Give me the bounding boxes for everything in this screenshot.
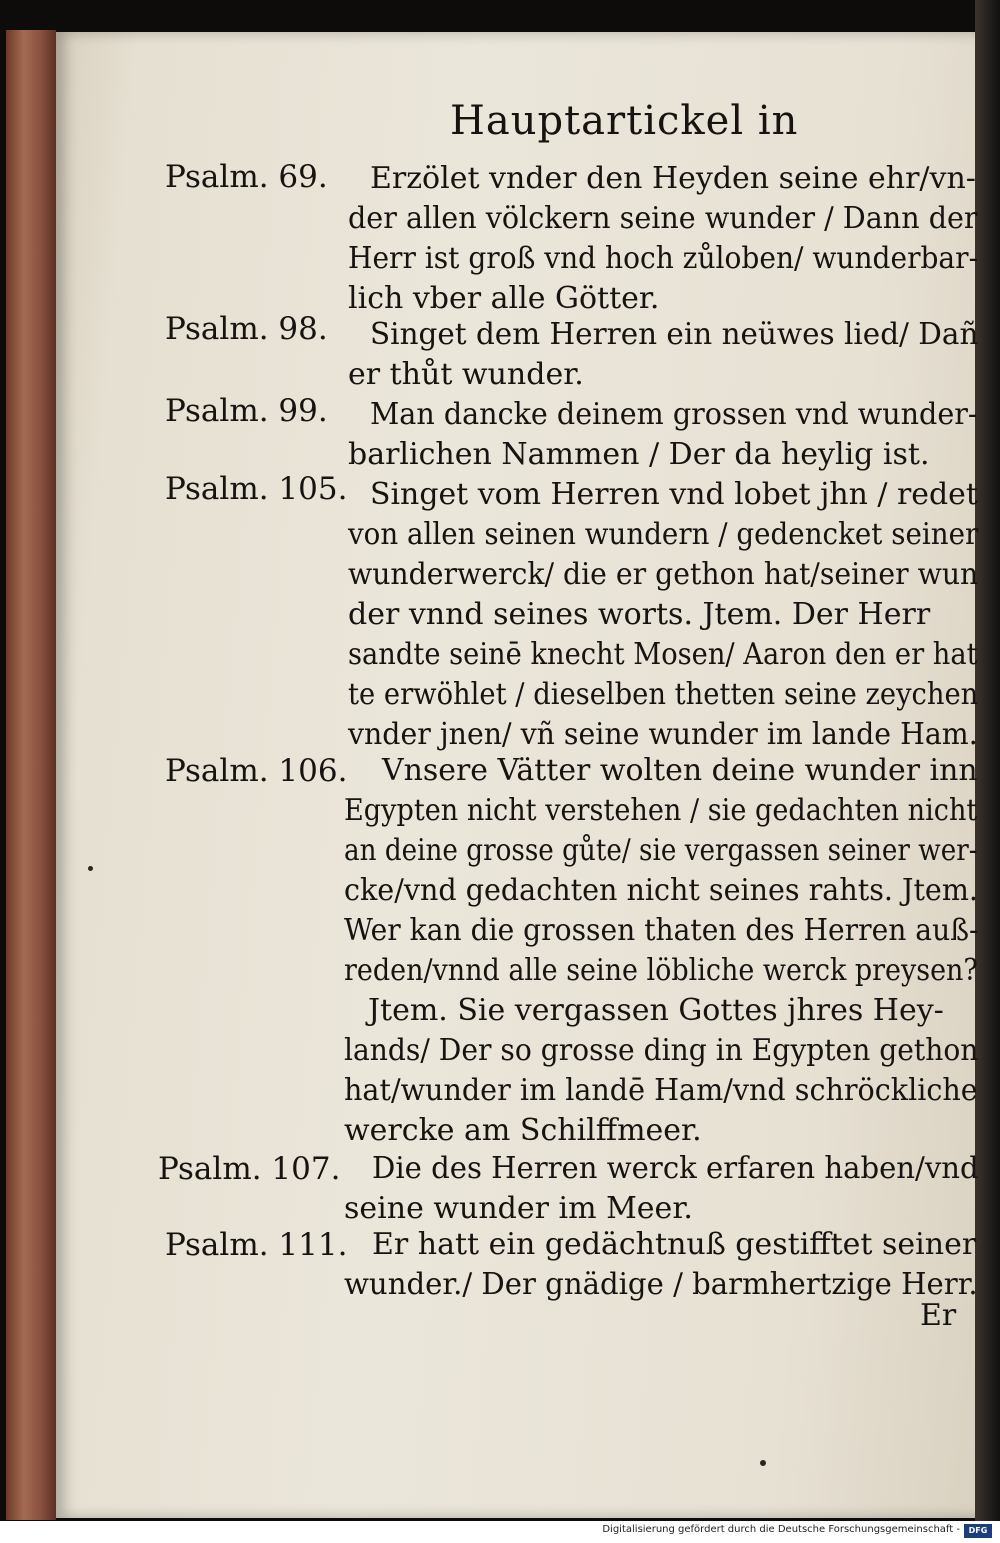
text-line: Erzölet vnder den Heyden seine ehr/vn- <box>370 161 976 196</box>
text-line: von allen seinen wundern / gedencket seiner <box>348 517 979 552</box>
text-line: cke/vnd gedachten nicht seines rahts. Jtem. <box>344 873 979 908</box>
psalm-reference: Psalm. 98. <box>165 311 328 347</box>
text-line: er thůt wunder. <box>348 357 584 392</box>
text-line: reden/vnnd alle seine löbliche werck preysen? <box>344 953 978 988</box>
text-line: Singet dem Herren ein neüwes lied/ Dañ <box>370 317 979 352</box>
text-line: lich vber alle Götter. <box>348 281 660 316</box>
psalm-reference: Psalm. 69. <box>165 159 328 195</box>
text-line: sandte seinē knecht Mosen/ Aaron den er hat <box>348 637 978 672</box>
text-line: Jtem. Sie vergassen Gottes jhres Hey- <box>368 993 944 1028</box>
ink-speck <box>88 866 93 871</box>
psalm-reference: Psalm. 105. <box>165 471 348 507</box>
catchword: Er <box>920 1298 957 1333</box>
text-line: lands/ Der so grosse ding in Egypten gethon <box>344 1033 979 1068</box>
text-line: te erwöhlet / dieselben thetten seine zeychen <box>348 677 979 712</box>
text-line: barlichen Nammen / Der da heylig ist. <box>348 437 930 472</box>
text-line: wunderwerck/ die er gethon hat/seiner wun <box>348 557 979 592</box>
text-line: Herr ist groß vnd hoch zůloben/ wunderbar- <box>348 241 979 276</box>
text-line: wercke am Schilffmeer. <box>344 1113 702 1148</box>
text-line: Wer kan die grossen thaten des Herren auß- <box>344 913 979 948</box>
text-line: Er hatt ein gedächtnuß gestifftet seiner <box>372 1227 977 1262</box>
psalm-reference: Psalm. 111. <box>165 1227 348 1263</box>
text-line: der vnnd seines worts. Jtem. Der Herr <box>348 597 931 632</box>
psalm-reference: Psalm. 107. <box>158 1151 341 1187</box>
text-line: Egypten nicht verstehen / sie gedachten nicht <box>344 793 978 828</box>
psalm-reference: Psalm. 106. <box>165 753 348 789</box>
text-line: an deine grosse gůte/ sie vergassen seiner wer- <box>344 833 978 868</box>
footer-bar <box>0 1521 1000 1543</box>
text-line: wunder./ Der gnädige / barmhertzige Herr. <box>344 1267 978 1302</box>
text-line: seine wunder im Meer. <box>344 1191 693 1226</box>
text-line: vnder jnen/ vñ seine wunder im lande Ham. <box>348 717 978 752</box>
running-head: Hauptartickel in <box>450 98 799 144</box>
psalm-reference: Psalm. 99. <box>165 393 328 429</box>
text-line: Die des Herren werck erfaren haben/vnd <box>372 1151 979 1186</box>
text-line: Vnsere Vätter wolten deine wunder inn <box>382 753 978 788</box>
text-line: Singet vom Herren vnd lobet jhn / redet <box>370 477 978 512</box>
footer-credit: Digitalisierung gefördert durch die Deutsche Forschungsgemeinschaft - <box>602 1524 960 1535</box>
book-spine-edge <box>6 30 56 1520</box>
text-line: der allen völckern seine wunder / Dann der <box>348 201 978 236</box>
text-line: hat/wunder im landē Ham/vnd schröckliche <box>344 1073 978 1108</box>
ink-speck <box>760 1460 766 1466</box>
text-line: Man dancke deinem grossen vnd wunder- <box>370 397 978 432</box>
dfg-logo: DFG <box>964 1524 992 1538</box>
